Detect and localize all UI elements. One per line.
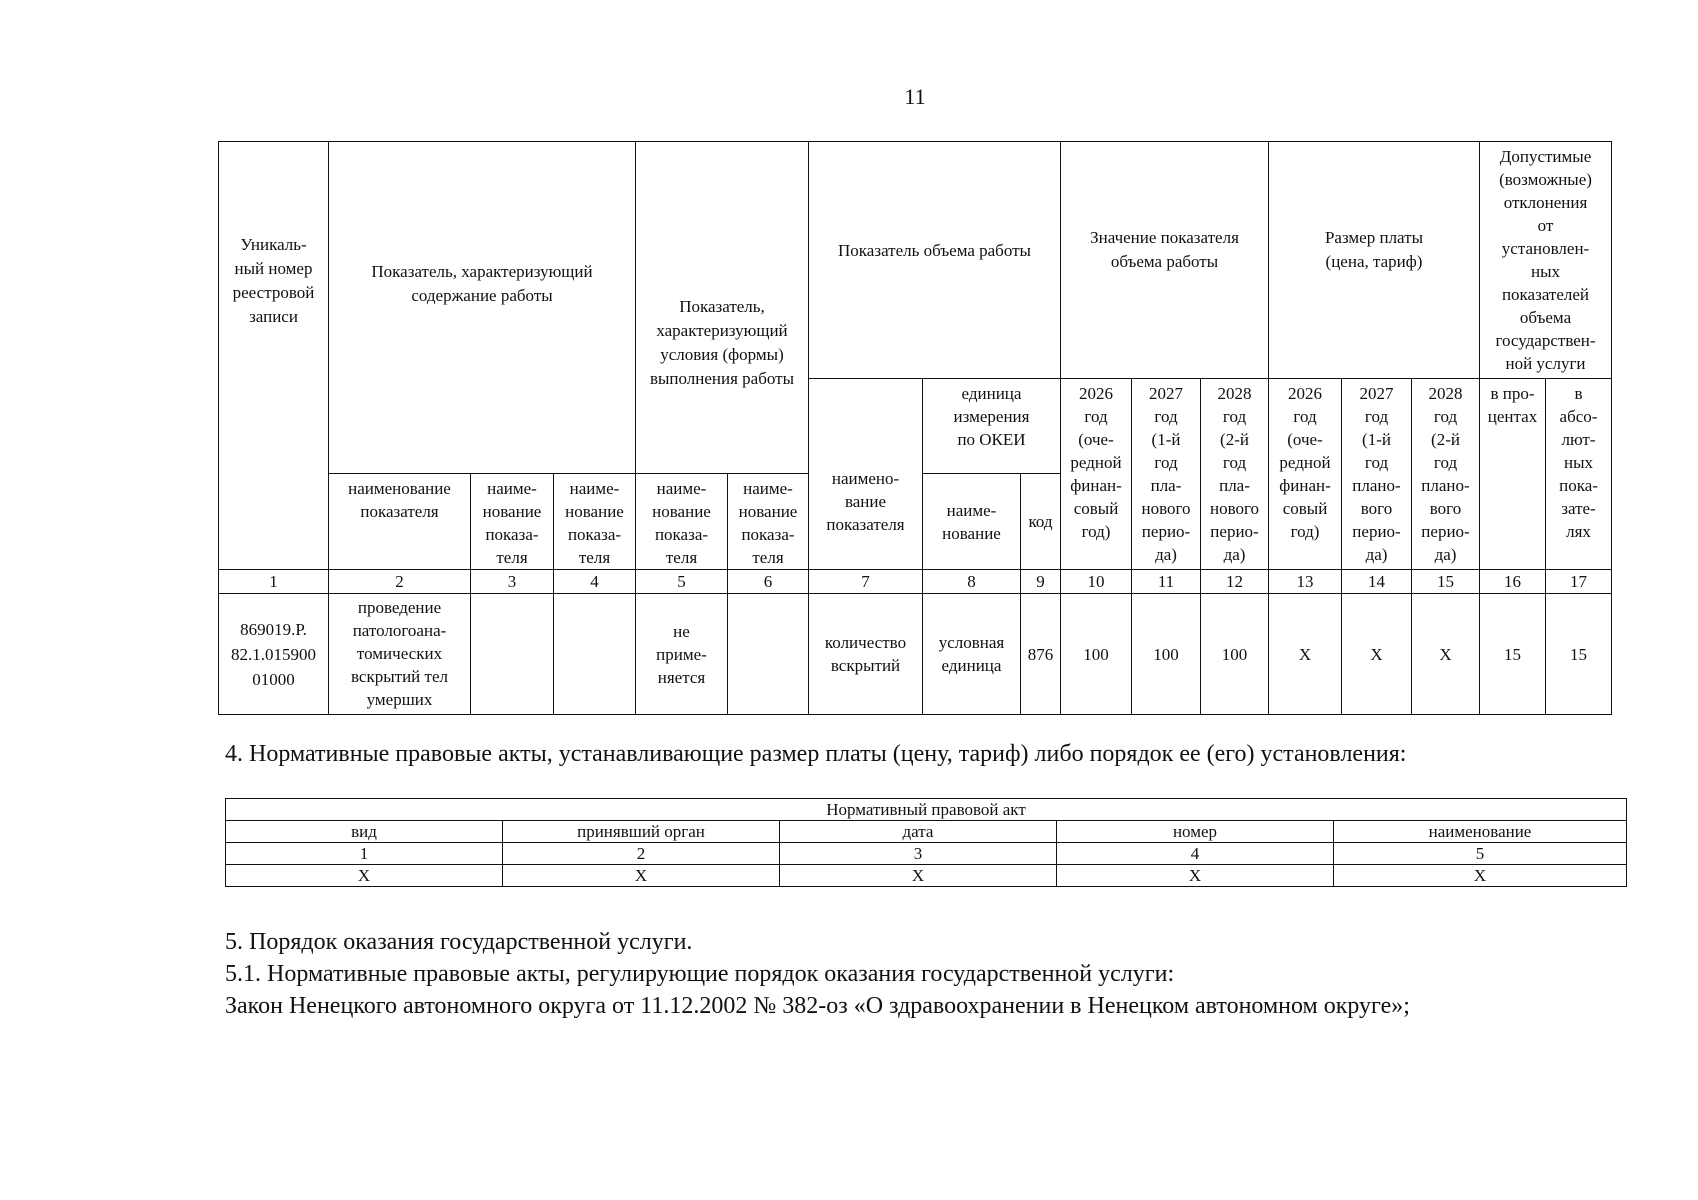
- header-content-name-2: наименование показателя: [329, 474, 471, 570]
- header-conditions-indicator: Показатель, характеризующий условия (формы) выполнения работы: [636, 142, 809, 474]
- cell-unit-code: 876: [1021, 594, 1061, 715]
- column-number: 8: [923, 570, 1021, 594]
- header-fee-2028: 2028 год (2-й год плано- вого перио- да): [1412, 379, 1480, 570]
- legal-act-header-name: наименование: [1334, 821, 1627, 843]
- column-number: 10: [1061, 570, 1132, 594]
- legal-act-value: X: [1334, 865, 1627, 887]
- header-deviation-absolute: в абсо- лют- ных пока- зате- лях: [1546, 379, 1612, 570]
- header-condition-name-5: наиме- нование показа- теля: [636, 474, 728, 570]
- header-indicator-value: Значение показателя объема работы: [1061, 142, 1269, 379]
- header-unique-number: Уникаль- ный номер реестровой записи: [219, 142, 329, 570]
- column-number: 11: [1132, 570, 1201, 594]
- column-number: 13: [1269, 570, 1342, 594]
- column-number: 12: [1201, 570, 1269, 594]
- cell-fee-2028: X: [1412, 594, 1480, 715]
- column-number: 1: [219, 570, 329, 594]
- header-deviation-percent: в про- центах: [1480, 379, 1546, 570]
- cell-condition-indicator-6: [728, 594, 809, 715]
- legal-act-column-number: 3: [780, 843, 1057, 865]
- header-content-name-3: наиме- нование показа- теля: [471, 474, 554, 570]
- section-5-1-law: Закон Ненецкого автономного округа от 11.12.2002 № 382-оз «О здравоохранении в Ненецком автономном округе»;: [225, 993, 1410, 1019]
- cell-value-2026: 100: [1061, 594, 1132, 715]
- section-5-heading: 5. Порядок оказания государственной услуги.: [225, 929, 693, 955]
- cell-unit-name: условная единица: [923, 594, 1021, 715]
- legal-act-value: X: [1057, 865, 1334, 887]
- legal-acts-table: [225, 798, 1627, 887]
- legal-act-column-number: 2: [503, 843, 780, 865]
- legal-act-header-type: вид: [226, 821, 503, 843]
- header-value-2027: 2027 год (1-й год пла- нового перио- да): [1132, 379, 1201, 570]
- legal-act-column-number: 4: [1057, 843, 1334, 865]
- header-volume-indicator: Показатель объема работы: [809, 142, 1061, 379]
- header-okei-unit: единица измерения по ОКЕИ: [923, 379, 1061, 474]
- header-allowable-deviation: Допустимые (возможные) отклонения от установлен- ных показателей объема государствен- ной услуги: [1480, 142, 1612, 379]
- legal-act-table-title: Нормативный правовой акт: [226, 799, 1627, 821]
- legal-act-value: X: [780, 865, 1057, 887]
- section-5-1-heading: 5.1. Нормативные правовые акты, регулирующие порядок оказания государственной услуги:: [225, 961, 1175, 987]
- header-content-indicator: Показатель, характеризующий содержание работы: [329, 142, 636, 474]
- legal-act-header-number: номер: [1057, 821, 1334, 843]
- column-number: 17: [1546, 570, 1612, 594]
- work-volume-table: [218, 141, 1612, 715]
- column-number: 9: [1021, 570, 1061, 594]
- cell-deviation-percent: 15: [1480, 594, 1546, 715]
- header-unit-code: код: [1021, 474, 1061, 570]
- page-number: 11: [904, 84, 926, 109]
- column-number: 15: [1412, 570, 1480, 594]
- header-unit-name: наиме- нование: [923, 474, 1021, 570]
- cell-deviation-absolute: 15: [1546, 594, 1612, 715]
- legal-act-value: X: [226, 865, 503, 887]
- column-number: 3: [471, 570, 554, 594]
- cell-fee-2026: X: [1269, 594, 1342, 715]
- section-4-heading: 4. Нормативные правовые акты, устанавливающие размер платы (цену, тариф) либо порядок ее (его) установления:: [225, 741, 1407, 767]
- column-number: 7: [809, 570, 923, 594]
- legal-act-header-authority: принявший орган: [503, 821, 780, 843]
- column-number: 16: [1480, 570, 1546, 594]
- cell-fee-2027: X: [1342, 594, 1412, 715]
- column-number: 2: [329, 570, 471, 594]
- cell-condition-indicator-5: не приме- няется: [636, 594, 728, 715]
- header-value-2026: 2026 год (оче- редной финан- совый год): [1061, 379, 1132, 570]
- cell-volume-indicator-name: количество вскрытий: [809, 594, 923, 715]
- header-content-name-4: наиме- нование показа- теля: [554, 474, 636, 570]
- header-fee: Размер платы (цена, тариф): [1269, 142, 1480, 379]
- header-value-2028: 2028 год (2-й год пла- нового перио- да): [1201, 379, 1269, 570]
- cell-indicator-4: [554, 594, 636, 715]
- cell-value-2027: 100: [1132, 594, 1201, 715]
- column-number: 5: [636, 570, 728, 594]
- cell-indicator-3: [471, 594, 554, 715]
- header-fee-2027: 2027 год (1-й год плано- вого перио- да): [1342, 379, 1412, 570]
- column-number: 4: [554, 570, 636, 594]
- legal-act-value: X: [503, 865, 780, 887]
- header-volume-indicator-name: наимено- вание показателя: [809, 379, 923, 570]
- cell-value-2028: 100: [1201, 594, 1269, 715]
- legal-act-header-date: дата: [780, 821, 1057, 843]
- column-number: 6: [728, 570, 809, 594]
- header-condition-name-6: наиме- нование показа- теля: [728, 474, 809, 570]
- cell-content-indicator-name: проведение патологоана- томических вскрытий тел умерших: [329, 594, 471, 715]
- legal-act-column-number: 1: [226, 843, 503, 865]
- legal-act-column-number: 5: [1334, 843, 1627, 865]
- header-fee-2026: 2026 год (оче- редной финан- совый год): [1269, 379, 1342, 570]
- cell-registry-number: 869019.Р. 82.1.015900 01000: [219, 594, 329, 715]
- column-number: 14: [1342, 570, 1412, 594]
